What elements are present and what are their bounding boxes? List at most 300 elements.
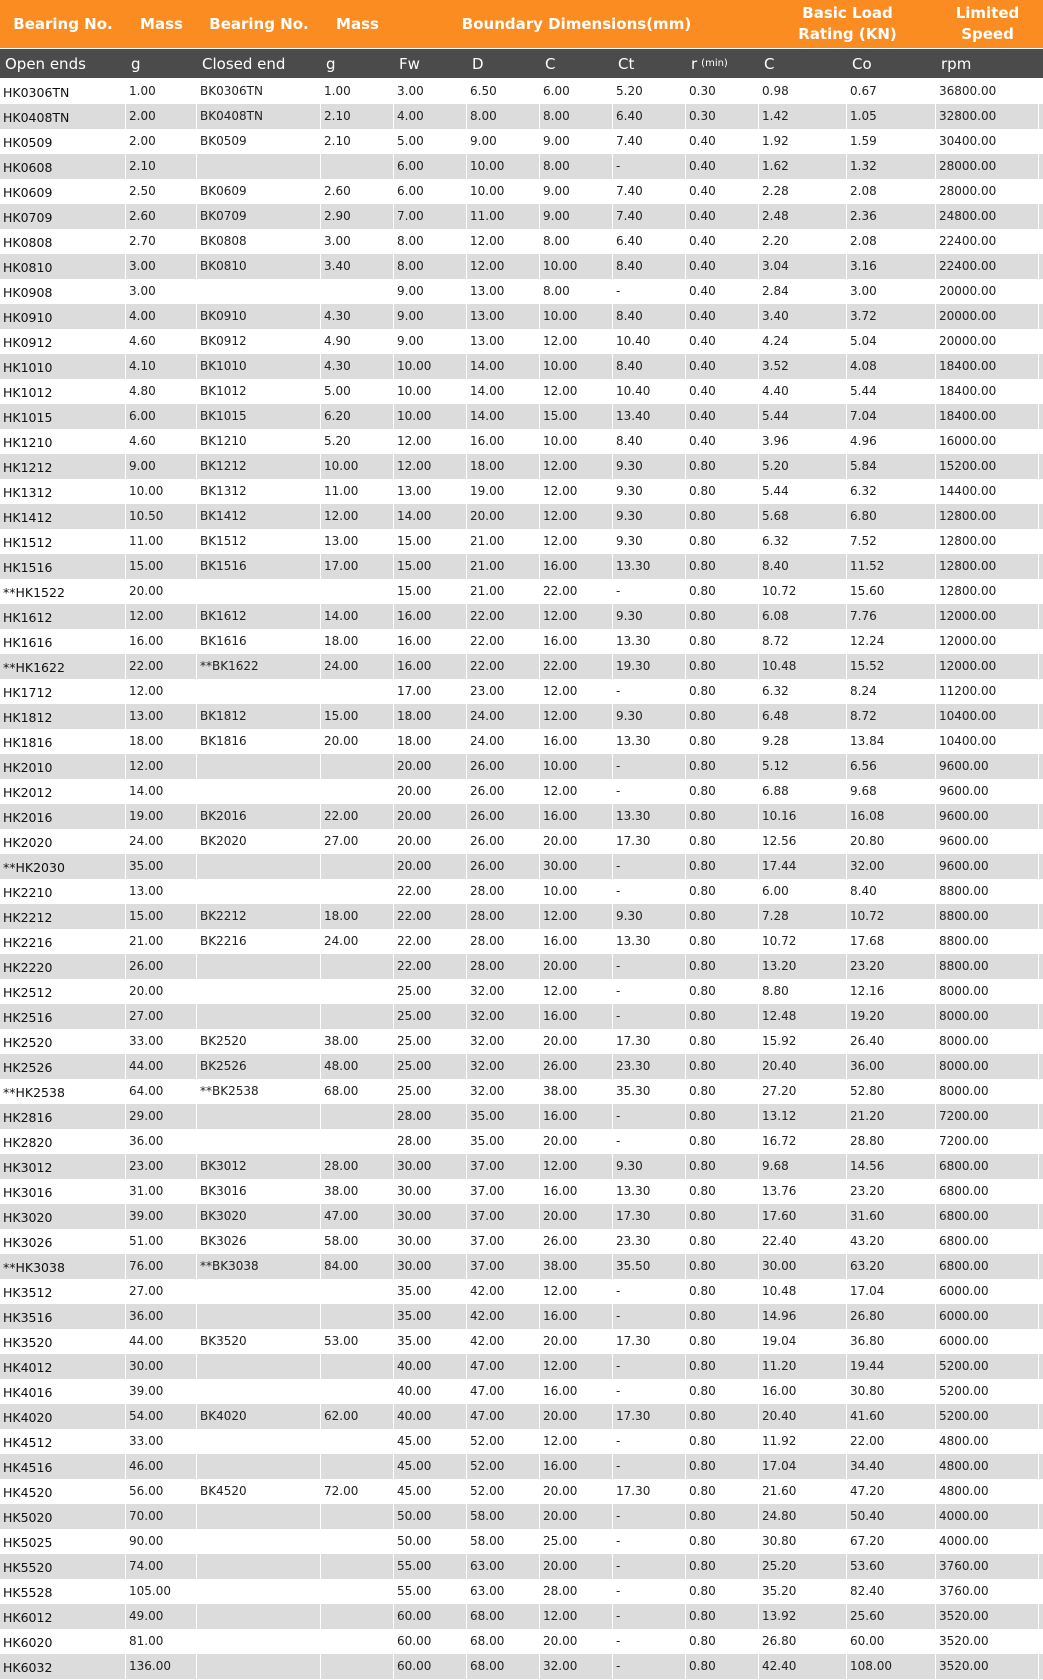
cell-co: 1.32 [847,154,936,179]
cell-closed-end-bearing [197,1104,321,1129]
cell-open-end-bearing: HK1712 [0,679,126,704]
cell-d: 10.00 [467,154,540,179]
cell-mass-closed: 3.00 [321,229,394,254]
cell-mass-open: 1.00 [126,79,197,104]
cell-ct: - [613,1454,686,1479]
header-bearing-no-open: Bearing No. [13,14,113,33]
cell-c-dynamic: 2.20 [759,229,847,254]
cell-mass-closed: 62.00 [321,1404,394,1429]
cell-closed-end-bearing: BK2216 [197,929,321,954]
cell-co: 5.84 [847,454,936,479]
cell-mass-closed: 24.00 [321,654,394,679]
cell-open-end-bearing: HK0408TN [0,104,126,129]
cell-c-dynamic: 10.48 [759,654,847,679]
cell-co: 26.40 [847,1029,936,1054]
header-boundary-dimensions: Boundary Dimensions(mm) [461,14,692,33]
cell-limited-speed: 6800.00 [936,1229,1039,1254]
cell-closed-end-bearing [197,754,321,779]
cell-co: 32.00 [847,854,936,879]
cell-mass-closed [321,1554,394,1579]
table-row [0,1229,1043,1254]
cell-closed-end-bearing [197,1304,321,1329]
cell-limited-speed: 14400.00 [936,479,1039,504]
cell-closed-end-bearing: BK2212 [197,904,321,929]
table-row [0,304,1043,329]
cell-c: 22.00 [540,579,613,604]
table-row [0,429,1043,454]
cell-ct: - [613,1354,686,1379]
cell-fw: 60.00 [394,1654,467,1679]
cell-co: 13.84 [847,729,936,754]
cell-closed-end-bearing: **BK1622 [197,654,321,679]
cell-c-dynamic: 12.48 [759,1004,847,1029]
cell-closed-end-bearing: BK0808 [197,229,321,254]
cell-limited-speed: 24800.00 [936,204,1039,229]
cell-mass-closed: 84.00 [321,1254,394,1279]
cell-r-min: 0.80 [686,704,759,729]
cell-mass-open: 30.00 [126,1354,197,1379]
cell-d: 35.00 [467,1104,540,1129]
cell-fw: 20.00 [394,779,467,804]
cell-c-dynamic: 10.72 [759,579,847,604]
cell-mass-open: 29.00 [126,1104,197,1129]
cell-d: 52.00 [467,1429,540,1454]
cell-mass-open: 39.00 [126,1204,197,1229]
cell-c-dynamic: 8.40 [759,554,847,579]
table-row [0,654,1043,679]
cell-d: 58.00 [467,1529,540,1554]
cell-r-min: 0.40 [686,354,759,379]
cell-co: 9.68 [847,779,936,804]
cell-fw: 10.00 [394,379,467,404]
cell-d: 11.00 [467,204,540,229]
cell-d: 24.00 [467,704,540,729]
cell-open-end-bearing: HK3520 [0,1329,126,1354]
cell-d: 28.00 [467,904,540,929]
cell-co: 52.80 [847,1079,936,1104]
cell-mass-closed: 38.00 [321,1029,394,1054]
cell-mass-closed [321,954,394,979]
cell-closed-end-bearing [197,1129,321,1154]
cell-open-end-bearing: HK0306TN [0,79,126,104]
cell-r-min: 0.80 [686,779,759,804]
cell-r-min: 0.80 [686,1154,759,1179]
cell-mass-closed: 18.00 [321,629,394,654]
table-row [0,604,1043,629]
cell-fw: 40.00 [394,1354,467,1379]
cell-fw: 14.00 [394,504,467,529]
cell-d: 21.00 [467,529,540,554]
cell-mass-closed: 27.00 [321,829,394,854]
cell-fw: 40.00 [394,1379,467,1404]
cell-mass-open: 20.00 [126,579,197,604]
cell-mass-open: 36.00 [126,1129,197,1154]
table-row [0,1354,1043,1379]
cell-ct: - [613,1654,686,1679]
cell-ct: 17.30 [613,829,686,854]
cell-limited-speed: 6000.00 [936,1329,1039,1354]
cell-co: 19.44 [847,1354,936,1379]
cell-fw: 25.00 [394,979,467,1004]
cell-mass-open: 105.00 [126,1579,197,1604]
cell-c: 12.00 [540,779,613,804]
cell-open-end-bearing: HK0908 [0,279,126,304]
cell-c-dynamic: 5.44 [759,404,847,429]
cell-c-dynamic: 12.56 [759,829,847,854]
table-row [0,1529,1043,1554]
cell-open-end-bearing: HK0709 [0,204,126,229]
cell-ct: - [613,1429,686,1454]
cell-ct: - [613,879,686,904]
cell-open-end-bearing: HK3012 [0,1154,126,1179]
cell-closed-end-bearing [197,1004,321,1029]
cell-limited-speed: 12800.00 [936,504,1039,529]
cell-ct: 6.40 [613,229,686,254]
table-row [0,1429,1043,1454]
cell-ct: - [613,1554,686,1579]
table-row [0,979,1043,1004]
cell-limited-speed: 11200.00 [936,679,1039,704]
cell-co: 30.80 [847,1379,936,1404]
cell-r-min: 0.80 [686,1479,759,1504]
cell-limited-speed: 7200.00 [936,1104,1039,1129]
cell-closed-end-bearing: BK0408TN [197,104,321,129]
cell-d: 12.00 [467,229,540,254]
cell-c-dynamic: 6.32 [759,529,847,554]
cell-d: 13.00 [467,329,540,354]
cell-c: 20.00 [540,829,613,854]
cell-c-dynamic: 15.92 [759,1029,847,1054]
cell-mass-open: 15.00 [126,904,197,929]
cell-c: 12.00 [540,1279,613,1304]
cell-r-min: 0.80 [686,1529,759,1554]
cell-c: 10.00 [540,879,613,904]
cell-fw: 28.00 [394,1129,467,1154]
subheader-c: C [545,54,556,73]
cell-fw: 9.00 [394,304,467,329]
cell-r-min: 0.80 [686,929,759,954]
cell-c: 10.00 [540,754,613,779]
cell-mass-open: 31.00 [126,1179,197,1204]
cell-limited-speed: 5200.00 [936,1379,1039,1404]
cell-co: 50.40 [847,1504,936,1529]
cell-ct: 19.30 [613,654,686,679]
cell-c-dynamic: 20.40 [759,1404,847,1429]
cell-mass-open: 2.00 [126,129,197,154]
cell-mass-closed: 4.30 [321,354,394,379]
cell-co: 5.44 [847,379,936,404]
cell-open-end-bearing: HK2020 [0,829,126,854]
cell-mass-open: 44.00 [126,1329,197,1354]
cell-limited-speed: 20000.00 [936,304,1039,329]
cell-c: 12.00 [540,1429,613,1454]
cell-r-min: 0.80 [686,1504,759,1529]
cell-limited-speed: 9600.00 [936,854,1039,879]
cell-ct: 9.30 [613,704,686,729]
cell-mass-open: 2.60 [126,204,197,229]
cell-mass-closed: 15.00 [321,704,394,729]
cell-ct: 9.30 [613,454,686,479]
cell-c: 12.00 [540,529,613,554]
cell-r-min: 0.40 [686,329,759,354]
cell-limited-speed: 12800.00 [936,579,1039,604]
cell-r-min: 0.30 [686,104,759,129]
cell-d: 63.00 [467,1579,540,1604]
cell-co: 25.60 [847,1604,936,1629]
cell-mass-closed: 72.00 [321,1479,394,1504]
cell-ct: 9.30 [613,1154,686,1179]
cell-open-end-bearing: **HK2538 [0,1079,126,1104]
cell-d: 21.00 [467,579,540,604]
cell-fw: 25.00 [394,1054,467,1079]
cell-d: 22.00 [467,654,540,679]
cell-ct: - [613,1304,686,1329]
cell-r-min: 0.80 [686,729,759,754]
cell-open-end-bearing: HK2220 [0,954,126,979]
cell-c: 12.00 [540,1154,613,1179]
cell-co: 12.16 [847,979,936,1004]
cell-co: 60.00 [847,1629,936,1654]
cell-co: 82.40 [847,1579,936,1604]
cell-closed-end-bearing: BK1412 [197,504,321,529]
cell-d: 26.00 [467,754,540,779]
cell-limited-speed: 3760.00 [936,1554,1039,1579]
cell-d: 24.00 [467,729,540,754]
cell-open-end-bearing: HK1212 [0,454,126,479]
cell-closed-end-bearing: BK3020 [197,1204,321,1229]
cell-mass-open: 27.00 [126,1004,197,1029]
cell-d: 37.00 [467,1229,540,1254]
cell-c: 8.00 [540,154,613,179]
cell-closed-end-bearing: BK3520 [197,1329,321,1354]
cell-fw: 3.00 [394,79,467,104]
cell-d: 21.00 [467,554,540,579]
table-row [0,329,1043,354]
cell-open-end-bearing: HK2016 [0,804,126,829]
cell-mass-open: 22.00 [126,654,197,679]
cell-d: 47.00 [467,1354,540,1379]
table-row [0,804,1043,829]
cell-fw: 25.00 [394,1004,467,1029]
cell-mass-closed: 10.00 [321,454,394,479]
cell-co: 1.05 [847,104,936,129]
cell-c: 16.00 [540,629,613,654]
cell-limited-speed: 4000.00 [936,1529,1039,1554]
cell-open-end-bearing: HK3516 [0,1304,126,1329]
cell-r-min: 0.80 [686,1604,759,1629]
cell-d: 14.00 [467,354,540,379]
cell-limited-speed: 18400.00 [936,404,1039,429]
table-row [0,679,1043,704]
cell-c-dynamic: 6.08 [759,604,847,629]
cell-mass-closed: 13.00 [321,529,394,554]
cell-fw: 35.00 [394,1279,467,1304]
cell-mass-open: 81.00 [126,1629,197,1654]
cell-limited-speed: 22400.00 [936,254,1039,279]
cell-fw: 9.00 [394,329,467,354]
cell-open-end-bearing: HK1010 [0,354,126,379]
table-row [0,1254,1043,1279]
cell-d: 9.00 [467,129,540,154]
cell-closed-end-bearing: BK3012 [197,1154,321,1179]
cell-mass-open: 24.00 [126,829,197,854]
cell-open-end-bearing: HK0810 [0,254,126,279]
table-row [0,1004,1043,1029]
cell-mass-closed [321,1104,394,1129]
cell-ct: 17.30 [613,1404,686,1429]
cell-closed-end-bearing [197,154,321,179]
table-row [0,1204,1043,1229]
cell-mass-closed [321,1454,394,1479]
cell-closed-end-bearing [197,854,321,879]
cell-fw: 55.00 [394,1554,467,1579]
cell-ct: 35.30 [613,1079,686,1104]
cell-mass-open: 35.00 [126,854,197,879]
cell-ct: 13.30 [613,929,686,954]
cell-mass-closed [321,879,394,904]
cell-c-dynamic: 6.88 [759,779,847,804]
cell-d: 28.00 [467,954,540,979]
cell-mass-open: 26.00 [126,954,197,979]
cell-r-min: 0.80 [686,754,759,779]
subheader-open-ends: Open ends [5,54,86,73]
cell-r-min: 0.80 [686,1354,759,1379]
cell-c: 16.00 [540,1379,613,1404]
cell-fw: 45.00 [394,1429,467,1454]
cell-r-min: 0.80 [686,1629,759,1654]
cell-c: 26.00 [540,1229,613,1254]
cell-co: 8.24 [847,679,936,704]
cell-co: 21.20 [847,1104,936,1129]
cell-fw: 20.00 [394,804,467,829]
cell-open-end-bearing: HK2012 [0,779,126,804]
cell-mass-open: 90.00 [126,1529,197,1554]
cell-fw: 28.00 [394,1104,467,1129]
cell-co: 7.52 [847,529,936,554]
cell-d: 23.00 [467,679,540,704]
cell-open-end-bearing: HK4020 [0,1404,126,1429]
cell-fw: 45.00 [394,1454,467,1479]
cell-c: 9.00 [540,179,613,204]
table-row [0,479,1043,504]
cell-limited-speed: 12000.00 [936,604,1039,629]
cell-co: 2.36 [847,204,936,229]
cell-c: 20.00 [540,1554,613,1579]
table-row [0,1054,1043,1079]
cell-mass-closed [321,579,394,604]
cell-c: 28.00 [540,1579,613,1604]
table-row [0,754,1043,779]
cell-c: 20.00 [540,1329,613,1354]
cell-r-min: 0.80 [686,1104,759,1129]
cell-mass-open: 20.00 [126,979,197,1004]
cell-mass-closed [321,979,394,1004]
cell-ct: - [613,1279,686,1304]
cell-co: 2.08 [847,229,936,254]
cell-mass-closed [321,779,394,804]
cell-ct: 23.30 [613,1229,686,1254]
cell-limited-speed: 5200.00 [936,1354,1039,1379]
cell-limited-speed: 32800.00 [936,104,1039,129]
cell-d: 32.00 [467,1054,540,1079]
cell-d: 37.00 [467,1204,540,1229]
cell-limited-speed: 18400.00 [936,379,1039,404]
cell-open-end-bearing: HK1512 [0,529,126,554]
cell-limited-speed: 10400.00 [936,704,1039,729]
cell-co: 4.08 [847,354,936,379]
cell-mass-open: 4.80 [126,379,197,404]
cell-closed-end-bearing: BK1512 [197,529,321,554]
cell-closed-end-bearing: **BK3038 [197,1254,321,1279]
cell-open-end-bearing: HK5528 [0,1579,126,1604]
cell-closed-end-bearing: BK1612 [197,604,321,629]
cell-d: 14.00 [467,379,540,404]
cell-c: 10.00 [540,429,613,454]
cell-closed-end-bearing [197,1554,321,1579]
cell-limited-speed: 6000.00 [936,1279,1039,1304]
cell-mass-open: 12.00 [126,604,197,629]
cell-r-min: 0.80 [686,1454,759,1479]
cell-open-end-bearing: HK3016 [0,1179,126,1204]
cell-co: 10.72 [847,904,936,929]
cell-ct: 13.30 [613,729,686,754]
cell-open-end-bearing: HK3020 [0,1204,126,1229]
cell-closed-end-bearing [197,1654,321,1679]
cell-d: 22.00 [467,604,540,629]
cell-ct: 9.30 [613,604,686,629]
cell-closed-end-bearing: BK1015 [197,404,321,429]
cell-c: 25.00 [540,1529,613,1554]
cell-fw: 50.00 [394,1504,467,1529]
cell-mass-closed: 11.00 [321,479,394,504]
cell-open-end-bearing: HK2820 [0,1129,126,1154]
cell-ct: 9.30 [613,504,686,529]
cell-open-end-bearing: HK2816 [0,1104,126,1129]
cell-open-end-bearing: HK1015 [0,404,126,429]
cell-mass-closed [321,1504,394,1529]
cell-mass-open: 10.00 [126,479,197,504]
cell-closed-end-bearing [197,1604,321,1629]
cell-limited-speed: 16000.00 [936,429,1039,454]
cell-r-min: 0.40 [686,304,759,329]
cell-mass-open: 12.00 [126,754,197,779]
table-row [0,629,1043,654]
cell-c: 16.00 [540,929,613,954]
cell-mass-closed [321,1529,394,1554]
cell-closed-end-bearing: **BK2538 [197,1079,321,1104]
cell-ct: - [613,1379,686,1404]
cell-r-min: 0.80 [686,804,759,829]
cell-fw: 9.00 [394,279,467,304]
cell-mass-closed [321,279,394,304]
cell-limited-speed: 20000.00 [936,329,1039,354]
cell-co: 53.60 [847,1554,936,1579]
cell-open-end-bearing: HK2212 [0,904,126,929]
cell-co: 19.20 [847,1004,936,1029]
table-row [0,1404,1043,1429]
cell-mass-open: 9.00 [126,454,197,479]
cell-ct: 7.40 [613,204,686,229]
table-row [0,729,1043,754]
cell-mass-open: 12.00 [126,679,197,704]
cell-mass-open: 3.00 [126,254,197,279]
cell-open-end-bearing: HK4512 [0,1429,126,1454]
cell-limited-speed: 3520.00 [936,1604,1039,1629]
cell-mass-closed [321,1654,394,1679]
cell-fw: 55.00 [394,1579,467,1604]
cell-fw: 8.00 [394,254,467,279]
cell-limited-speed: 9600.00 [936,779,1039,804]
